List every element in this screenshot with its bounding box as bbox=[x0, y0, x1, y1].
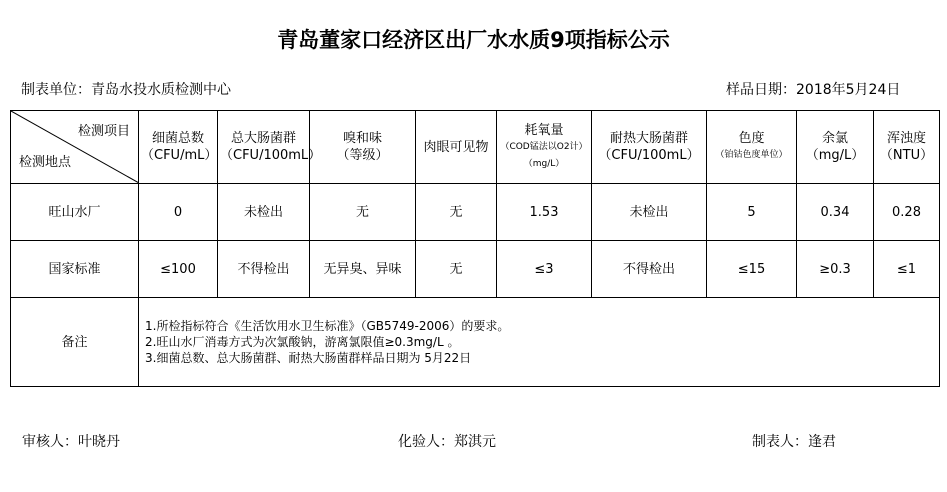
table-row bbox=[11, 241, 940, 298]
table-cell: 无 bbox=[416, 241, 497, 298]
table-cell: 5 bbox=[707, 184, 797, 241]
page-title: 青岛董家口经济区出厂水水质9项指标公示 bbox=[277, 28, 670, 52]
corner-header-cell bbox=[11, 111, 139, 184]
header-cell: 总大肠菌群 （CFU/100mL） bbox=[218, 111, 310, 184]
issuing-unit: 制表单位：青岛水投水质检测中心 bbox=[21, 82, 231, 98]
notes-row bbox=[11, 298, 940, 387]
preparer-signature: 制表人：逢君 bbox=[752, 434, 836, 450]
reviewer-signature: 审核人：叶晓丹 bbox=[22, 434, 120, 450]
table-cell: 未检出 bbox=[218, 184, 310, 241]
table-cell: ≥0.3 bbox=[797, 241, 874, 298]
note-line: 2.旺山水厂消毒方式为次氯酸钠，游离氯限值≥0.3mg/L 。 bbox=[145, 335, 460, 349]
header-cell: 余氯 （mg/L） bbox=[797, 111, 874, 184]
table-cell: ≤3 bbox=[497, 241, 592, 298]
header-cell: 耗氧量 （COD锰法以O2计）（mg/L） bbox=[497, 111, 592, 184]
notes-label: 备注 bbox=[11, 298, 139, 387]
table-cell: ≤15 bbox=[707, 241, 797, 298]
table-cell: 不得检出 bbox=[592, 241, 707, 298]
diagonal-line bbox=[11, 111, 139, 183]
table-cell: 未检出 bbox=[592, 184, 707, 241]
table-cell: ≤1 bbox=[874, 241, 940, 298]
corner-top-label: 检测项目 bbox=[77, 124, 130, 139]
table-cell: ≤100 bbox=[139, 241, 218, 298]
header-cell: 色度 （铂钴色度单位） bbox=[707, 111, 797, 184]
notes-cell bbox=[139, 298, 940, 387]
row-label: 国家标准 bbox=[11, 241, 139, 298]
header-cell: 肉眼可见物 bbox=[416, 111, 497, 184]
note-line: 3.细菌总数、总大肠菌群、耐热大肠菌群样品日期为 5月22日 bbox=[145, 351, 472, 365]
table-cell: 不得检出 bbox=[218, 241, 310, 298]
row-label: 旺山水厂 bbox=[11, 184, 139, 241]
table-cell: 无异臭、异味 bbox=[310, 241, 416, 298]
table-cell: 1.53 bbox=[497, 184, 592, 241]
table-cell: 0.34 bbox=[797, 184, 874, 241]
sample-date: 样品日期：2018年5月24日 bbox=[726, 82, 901, 98]
table-header-row bbox=[11, 111, 940, 184]
table-cell: 无 bbox=[416, 184, 497, 241]
header-cell: 耐热大肠菌群 （CFU/100mL） bbox=[592, 111, 707, 184]
header-cell: 细菌总数 （CFU/mL） bbox=[139, 111, 218, 184]
note-line: 1.所检指标符合《生活饮用水卫生标准》（GB5749-2006）的要求。 bbox=[145, 319, 510, 333]
header-cell: 嗅和味 （等级） bbox=[310, 111, 416, 184]
table-row bbox=[11, 184, 940, 241]
table-cell: 无 bbox=[310, 184, 416, 241]
table-cell: 0 bbox=[139, 184, 218, 241]
water-quality-table bbox=[10, 110, 940, 387]
corner-bottom-label: 检测地点 bbox=[19, 155, 72, 170]
table-cell: 0.28 bbox=[874, 184, 940, 241]
tester-signature: 化验人：郑淇元 bbox=[398, 434, 496, 450]
header-cell: 浑浊度 （NTU） bbox=[874, 111, 940, 184]
